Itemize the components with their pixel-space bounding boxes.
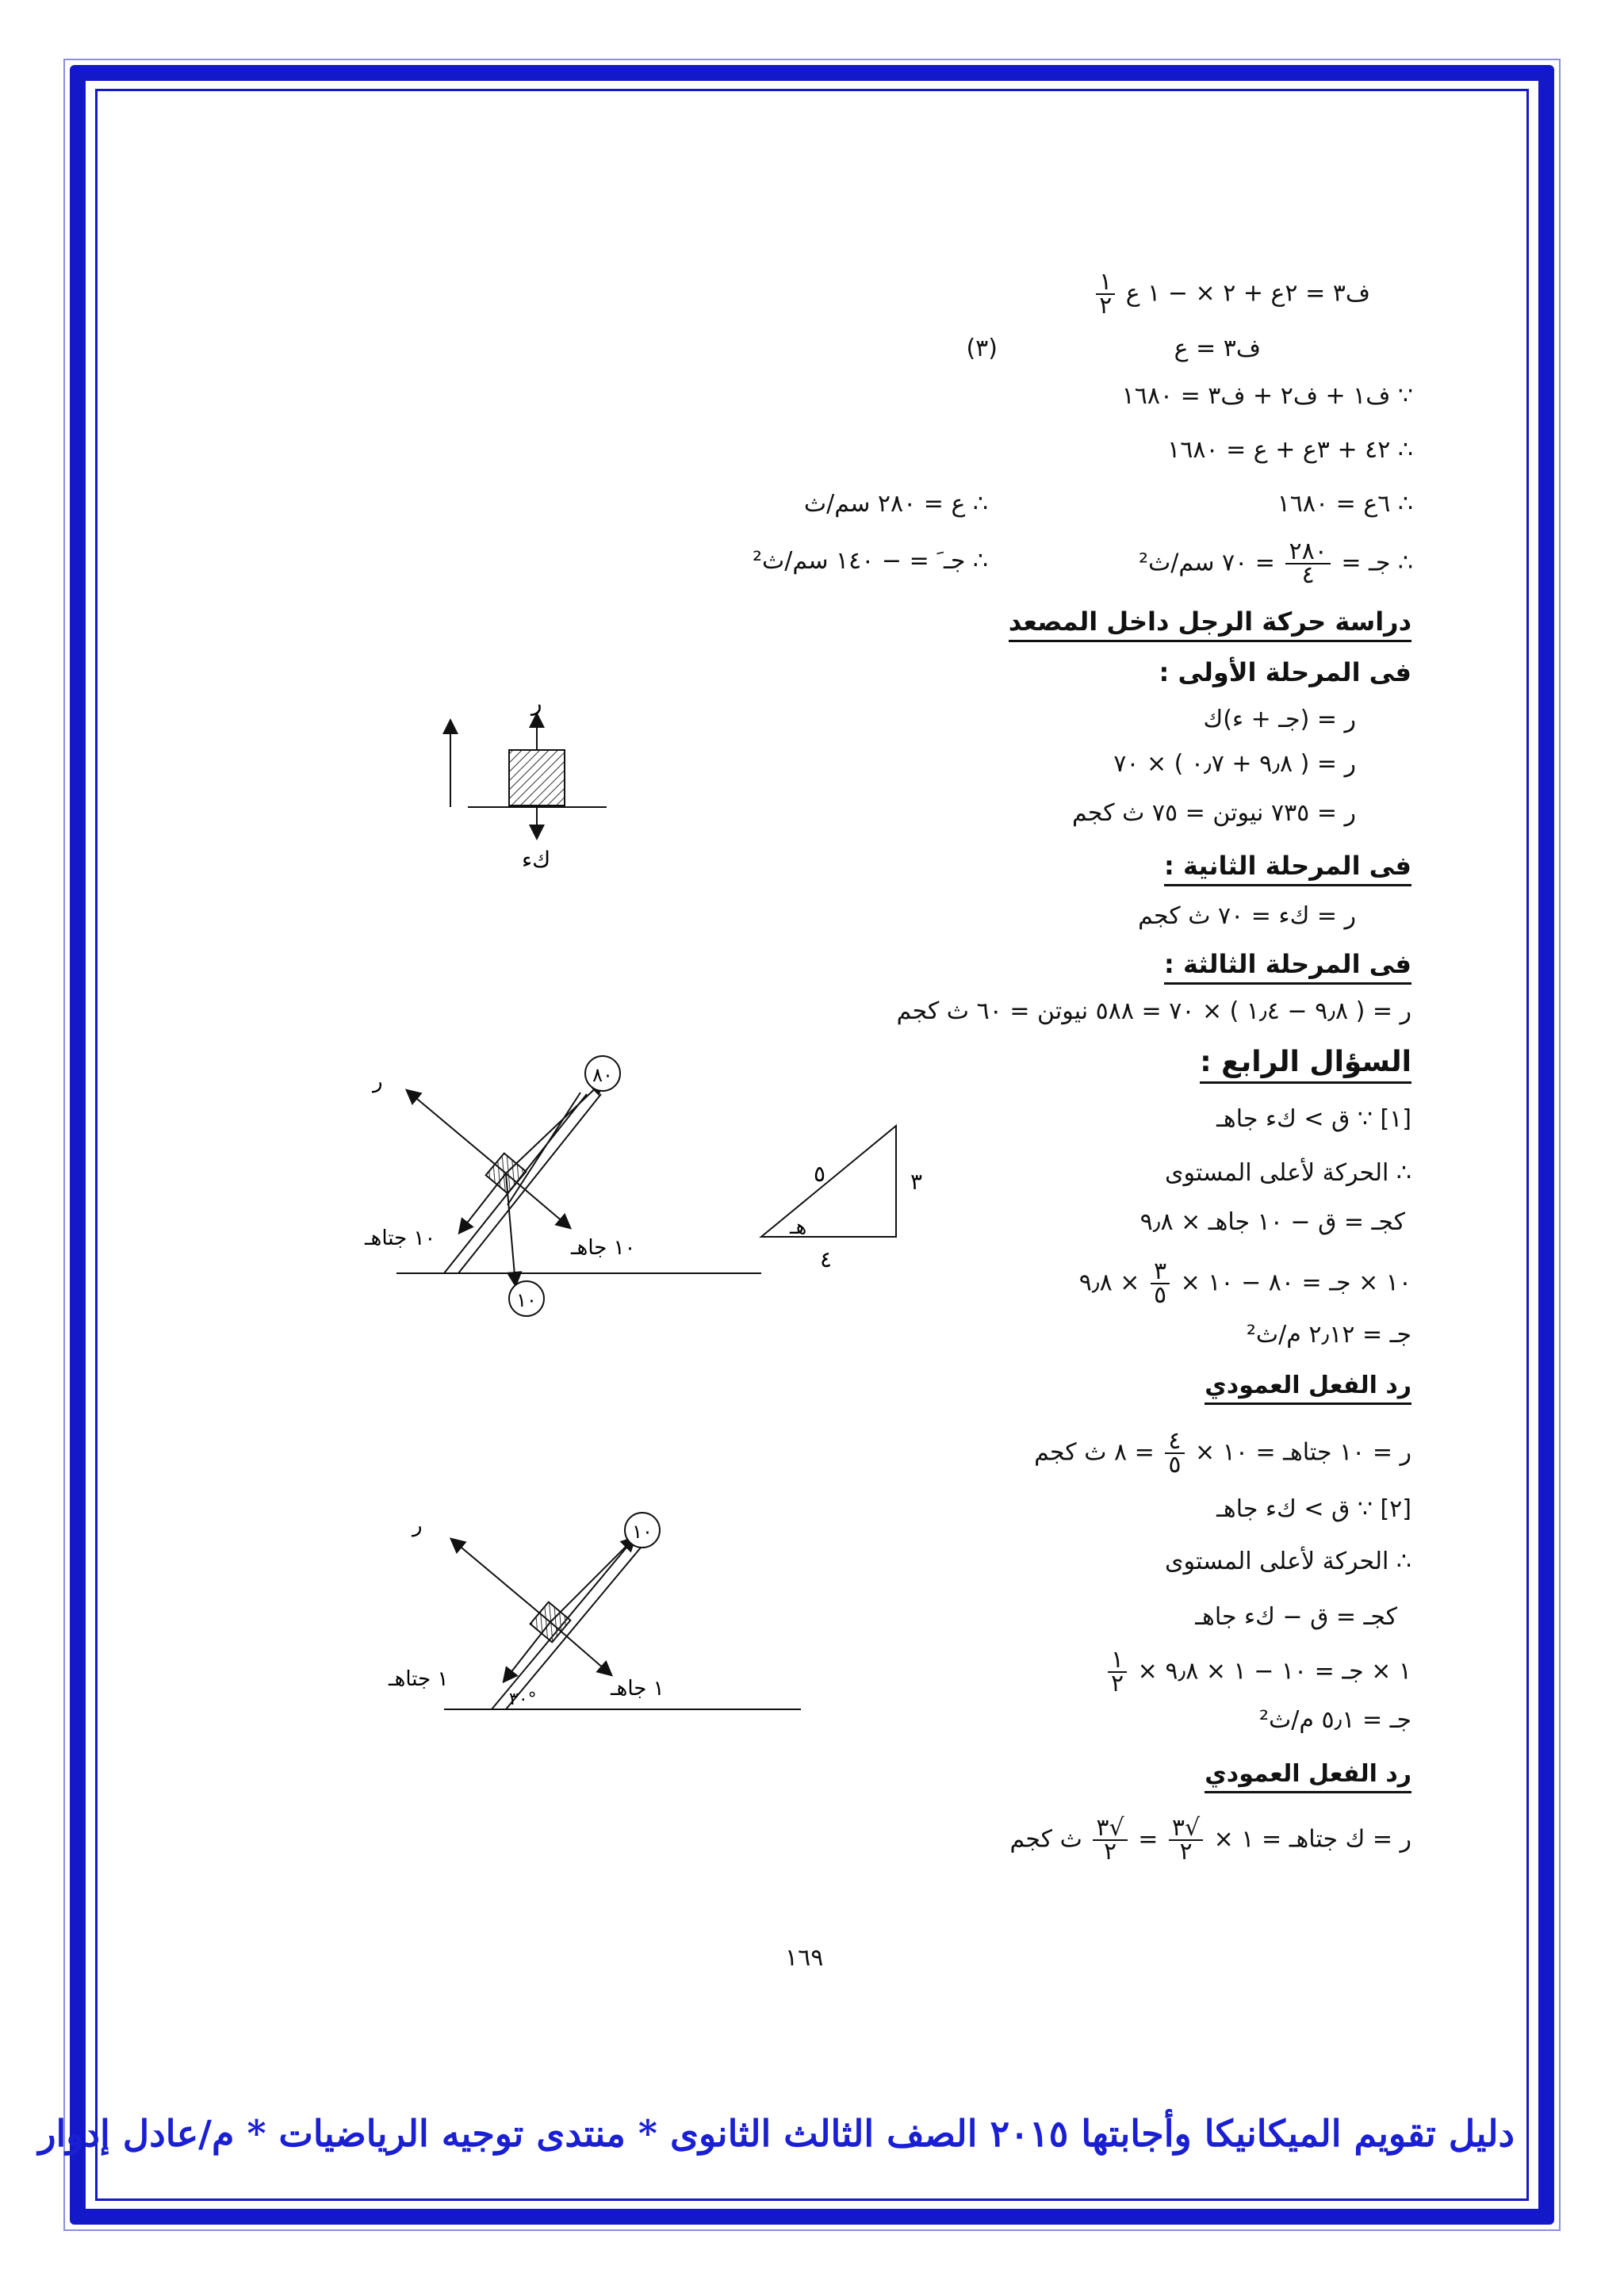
reaction-label: ر bbox=[412, 1513, 423, 1537]
equation-line-2: ف٣ = ع bbox=[1174, 335, 1261, 362]
angle-label: هـ bbox=[790, 1215, 807, 1239]
equation-line-1: ف٣ = ٢ع + ٢ × − ١ ع $\frac{١}{٢}$ bbox=[1093, 271, 1370, 317]
component-right-label: ١٠ جاهـ bbox=[571, 1236, 636, 1260]
angle-label: ٣٠° bbox=[509, 1689, 537, 1709]
section-heading: دراسة حركة الرجل داخل المصعد bbox=[1009, 606, 1411, 637]
q4-p2-condition: [٢] ∵ ق > كء جاهـ bbox=[1216, 1495, 1411, 1523]
fraction: $\frac{√٣}{٢}$ bbox=[1093, 1817, 1127, 1863]
stage2-heading: فى المرحلة الثانية : bbox=[1164, 850, 1411, 882]
q4-p1-eq1: كجـ = ق − ١٠ جاهـ × ٩٫٨ bbox=[1139, 1208, 1405, 1236]
equation-line-6a: ∴ جـ = $\frac{٢٨٠}{٤}$ = ٧٠ سم/ث² bbox=[1138, 538, 1413, 589]
q4-p2-reaction: ر = ك جتاهـ = ١ × $\frac{√٣}{٢}$ = $\frac{√٣}{٢}$ ث كجم bbox=[1009, 1814, 1411, 1866]
incline-diagram-1 bbox=[333, 1047, 777, 1332]
fraction: $\frac{١}{٢}$ bbox=[1096, 271, 1115, 317]
stage1-eq1: ر = (جـ + ء)ك bbox=[1203, 706, 1356, 733]
equation-line-3: ∵ ف١ + ف٢ + ف٣ = ١٦٨٠ bbox=[1121, 382, 1413, 410]
page-number: ١٦٩ bbox=[785, 1944, 824, 1972]
stage3-eq1: ر = ( ٩٫٨ − ١٫٤ ) × ٧٠ = ٥٨٨ نيوتن = ٦٠ ث كجم bbox=[896, 997, 1411, 1025]
equation-line-6b: ∴ جـ َ = − ١٤٠ سم/ث² bbox=[752, 547, 988, 575]
opposite-label: ٣ bbox=[910, 1169, 923, 1195]
q4-p2-eq3: جـ = ٥٫١ م/ث² bbox=[1258, 1706, 1411, 1734]
q4-p1-eq3: جـ = ٢٫١٢ م/ث² bbox=[1246, 1321, 1411, 1349]
q4-p1-reaction-heading: رد الفعل العمودي bbox=[1205, 1370, 1411, 1402]
stage2-eq1: ر = كء = ٧٠ ث كجم bbox=[1138, 902, 1356, 930]
elevator-diagram bbox=[428, 682, 634, 880]
q4-p2-eq2: ١ × جـ = ١٠ − ١ × ٩٫٨ × $\frac{١}{٢}$ bbox=[1105, 1649, 1411, 1695]
hypotenuse-label: ٥ bbox=[814, 1161, 826, 1187]
adjacent-label: ٤ bbox=[820, 1246, 833, 1272]
fraction: $\frac{٤}{٥}$ bbox=[1165, 1430, 1184, 1476]
equation-line-4: ∴ ٤٢ + ٣ع + ع = ١٦٨٠ bbox=[1167, 436, 1413, 464]
q4-p1-reaction: ر = ١٠ جتاهـ = ١٠ × $\frac{٤}{٥}$ = ٨ ث كجم bbox=[1034, 1427, 1411, 1479]
q4-heading: السؤال الرابع : bbox=[1200, 1047, 1411, 1078]
reaction-label: ر bbox=[373, 1070, 383, 1093]
equation-tag: (٣) bbox=[966, 335, 998, 362]
q4-p1-condition: [١] ∵ ق > كء جاهـ bbox=[1216, 1105, 1411, 1133]
footer-credit: دليل تقويم الميكانيكا وأجابتها ٢٠١٥ الصف الثالث الثانوى * منتدى توجيه الرياضيات * م/عادل إدوار bbox=[38, 2112, 1515, 2155]
force-top-label: ٨٠ bbox=[592, 1064, 613, 1086]
force-top-label: ١٠ bbox=[632, 1521, 653, 1543]
mass-block bbox=[509, 750, 565, 806]
q4-p1-eq2: ١٠ × جـ = ٨٠ − ١٠ × $\frac{٣}{٥}$ × ٩٫٨ bbox=[1078, 1257, 1411, 1309]
triangle-diagram bbox=[737, 1118, 944, 1276]
stage1-heading: فى المرحلة الأولى : bbox=[1159, 657, 1411, 687]
component-right-label: ١ جاهـ bbox=[611, 1677, 665, 1701]
component-left-label: ١٠ جتاهـ bbox=[365, 1226, 436, 1250]
component-left-label: ١ جتاهـ bbox=[389, 1667, 449, 1691]
force-bottom-label: ١٠ bbox=[516, 1289, 537, 1311]
q4-p2-eq1: كجـ = ق − كء جاهـ bbox=[1195, 1603, 1397, 1631]
equation-line-5a: ∴ ٦ع = ١٦٨٠ bbox=[1277, 490, 1413, 518]
q4-p2-motion: ∴ الحركة لأعلى المستوى bbox=[1164, 1548, 1411, 1575]
equation-line-5b: ∴ ع = ٢٨٠ سم/ث bbox=[803, 490, 988, 518]
incline-diagram-2 bbox=[373, 1490, 817, 1728]
fraction: $\frac{√٣}{٢}$ bbox=[1169, 1817, 1203, 1863]
q4-p1-motion: ∴ الحركة لأعلى المستوى bbox=[1164, 1159, 1411, 1187]
stage1-eq2: ر = ( ٩٫٨ + ٠٫٧ ) × ٧٠ bbox=[1113, 750, 1356, 778]
fraction: $\frac{٢٨٠}{٤}$ bbox=[1285, 541, 1330, 587]
stage3-heading: فى المرحلة الثالثة : bbox=[1164, 948, 1411, 980]
q4-p2-reaction-heading: رد الفعل العمودي bbox=[1205, 1758, 1411, 1790]
fraction: $\frac{٣}{٥}$ bbox=[1151, 1261, 1170, 1307]
weight-label: كء bbox=[522, 847, 551, 873]
fraction: $\frac{١}{٢}$ bbox=[1108, 1649, 1127, 1695]
reaction-label: ر bbox=[531, 690, 542, 716]
stage1-eq3: ر = ٧٣٥ نيوتن = ٧٥ ث كجم bbox=[1071, 799, 1356, 827]
